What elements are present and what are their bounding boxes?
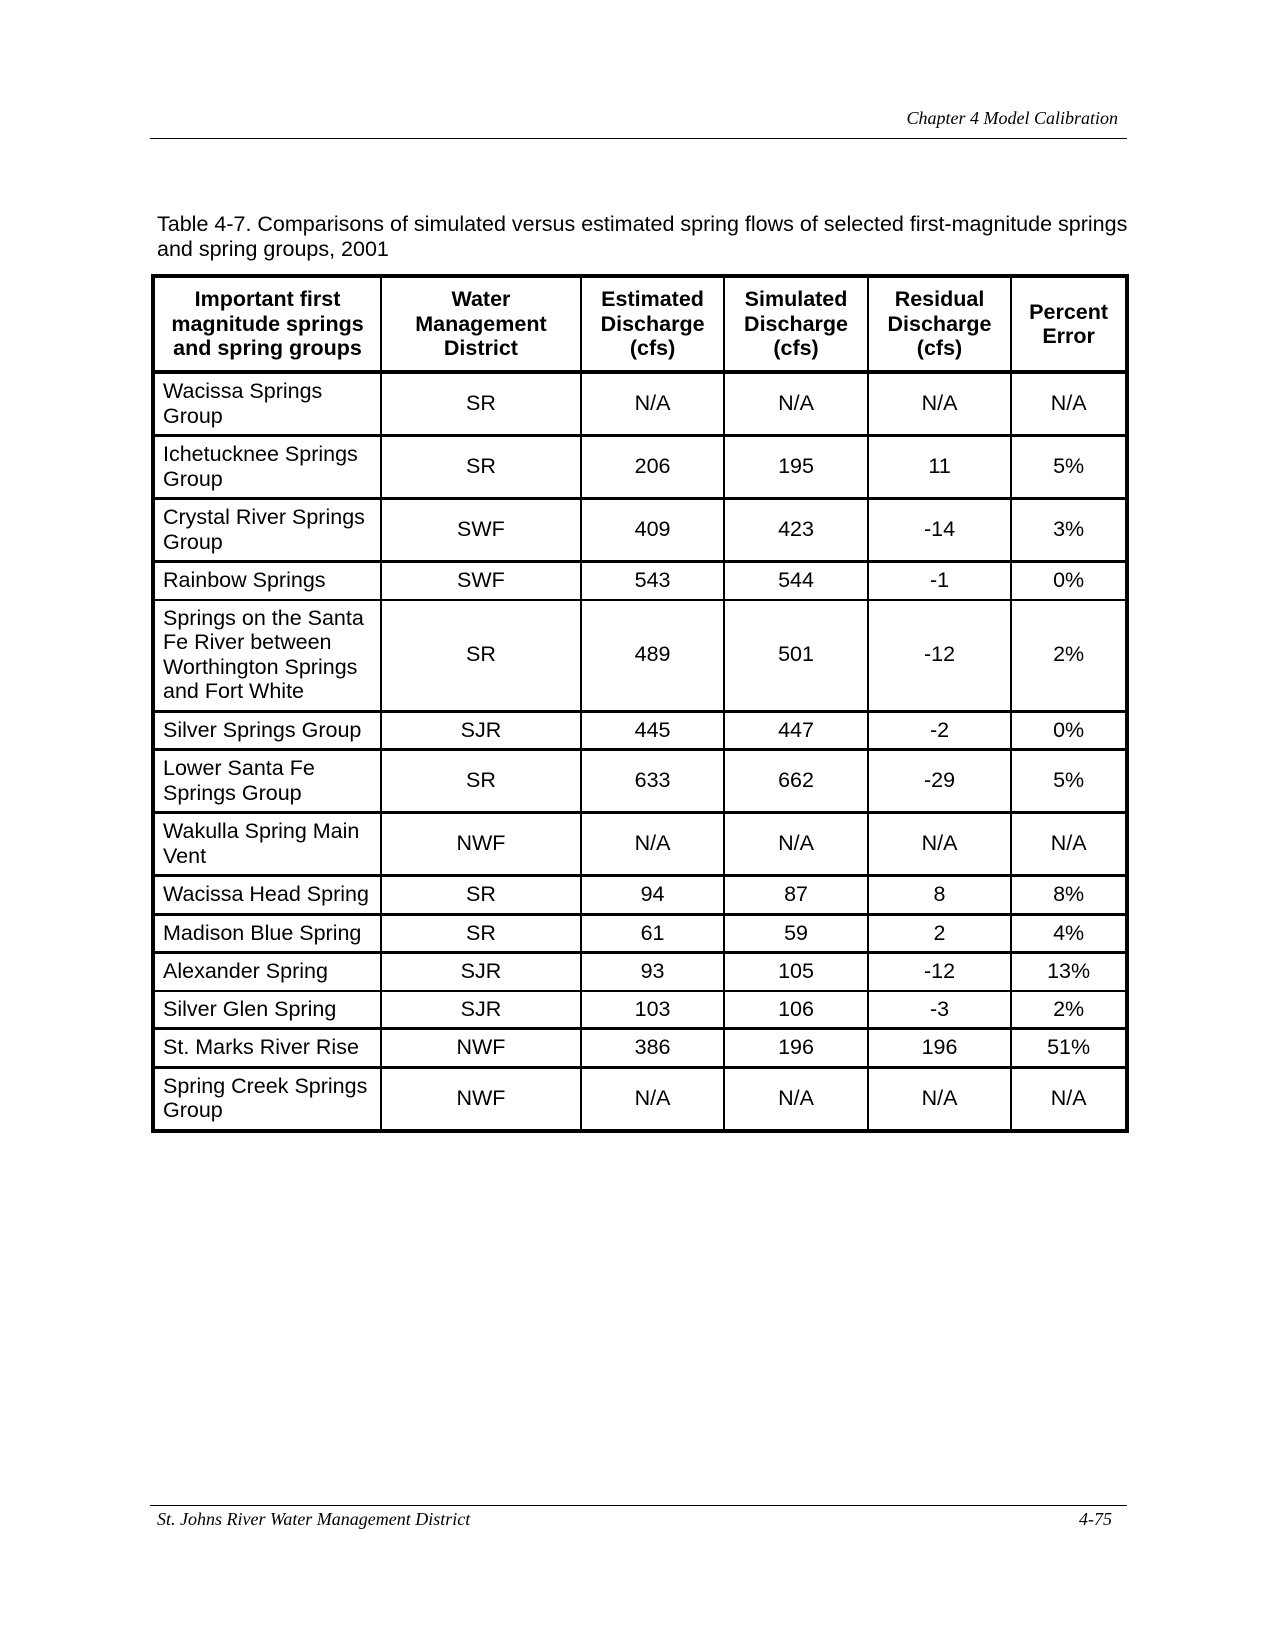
cell-residual: -29 bbox=[868, 750, 1011, 813]
cell-residual: 11 bbox=[868, 436, 1011, 499]
table-body bbox=[153, 372, 1127, 1131]
cell-estimated: N/A bbox=[581, 372, 724, 436]
cell-estimated: 386 bbox=[581, 1029, 724, 1068]
cell-estimated: 543 bbox=[581, 562, 724, 600]
cell-percent-error: 51% bbox=[1011, 1029, 1127, 1068]
table-caption: Table 4-7. Comparisons of simulated versus estimated spring flows of selected first-magnitude springs and spring groups, 2001 bbox=[157, 212, 1128, 261]
header-district: Water Management District bbox=[381, 276, 581, 372]
cell-residual: 196 bbox=[868, 1029, 1011, 1068]
header-rule bbox=[150, 138, 1127, 139]
header-simulated: Simulated Discharge (cfs) bbox=[724, 276, 867, 372]
cell-district: SWF bbox=[381, 562, 581, 600]
cell-district: SJR bbox=[381, 953, 581, 991]
cell-spring-name: Alexander Spring bbox=[153, 953, 381, 991]
table-row bbox=[153, 562, 1127, 600]
cell-district: SR bbox=[381, 914, 581, 953]
cell-district: SJR bbox=[381, 991, 581, 1029]
cell-spring-name: St. Marks River Rise bbox=[153, 1029, 381, 1068]
cell-estimated: 409 bbox=[581, 499, 724, 562]
cell-percent-error: 3% bbox=[1011, 499, 1127, 562]
cell-estimated: N/A bbox=[581, 1067, 724, 1131]
cell-residual: -1 bbox=[868, 562, 1011, 600]
cell-residual: -14 bbox=[868, 499, 1011, 562]
cell-residual: N/A bbox=[868, 372, 1011, 436]
cell-spring-name: Wakulla Spring Main Vent bbox=[153, 813, 381, 876]
page-number: 4-75 bbox=[1079, 1509, 1112, 1529]
cell-estimated: N/A bbox=[581, 813, 724, 876]
table-row bbox=[153, 1029, 1127, 1068]
cell-estimated: 206 bbox=[581, 436, 724, 499]
cell-percent-error: 4% bbox=[1011, 914, 1127, 953]
cell-spring-name: Wacissa Springs Group bbox=[153, 372, 381, 436]
cell-spring-name: Ichetucknee Springs Group bbox=[153, 436, 381, 499]
cell-estimated: 61 bbox=[581, 914, 724, 953]
cell-percent-error: 2% bbox=[1011, 991, 1127, 1029]
cell-district: SJR bbox=[381, 711, 581, 750]
cell-percent-error: 5% bbox=[1011, 436, 1127, 499]
cell-estimated: 445 bbox=[581, 711, 724, 750]
cell-district: SR bbox=[381, 372, 581, 436]
cell-residual: N/A bbox=[868, 813, 1011, 876]
cell-district: SWF bbox=[381, 499, 581, 562]
table-row bbox=[153, 813, 1127, 876]
cell-residual: -12 bbox=[868, 600, 1011, 712]
running-header: Chapter 4 Model Calibration bbox=[906, 108, 1118, 128]
footer-organization: St. Johns River Water Management District bbox=[157, 1509, 471, 1529]
cell-simulated: 105 bbox=[724, 953, 867, 991]
cell-residual: 8 bbox=[868, 876, 1011, 915]
table-row bbox=[153, 750, 1127, 813]
cell-estimated: 94 bbox=[581, 876, 724, 915]
table-row bbox=[153, 914, 1127, 953]
cell-district: SR bbox=[381, 750, 581, 813]
cell-spring-name: Rainbow Springs bbox=[153, 562, 381, 600]
cell-estimated: 633 bbox=[581, 750, 724, 813]
cell-percent-error: 0% bbox=[1011, 711, 1127, 750]
cell-simulated: N/A bbox=[724, 372, 867, 436]
cell-residual: N/A bbox=[868, 1067, 1011, 1131]
cell-simulated: N/A bbox=[724, 813, 867, 876]
spring-flows-table bbox=[151, 274, 1129, 1133]
cell-percent-error: 8% bbox=[1011, 876, 1127, 915]
cell-simulated: 447 bbox=[724, 711, 867, 750]
table-row bbox=[153, 600, 1127, 712]
table-row bbox=[153, 876, 1127, 915]
cell-percent-error: N/A bbox=[1011, 372, 1127, 436]
cell-district: SR bbox=[381, 600, 581, 712]
cell-district: NWF bbox=[381, 1029, 581, 1068]
table-row bbox=[153, 372, 1127, 436]
cell-residual: -2 bbox=[868, 711, 1011, 750]
cell-simulated: 59 bbox=[724, 914, 867, 953]
cell-simulated: 196 bbox=[724, 1029, 867, 1068]
cell-simulated: 544 bbox=[724, 562, 867, 600]
table-row bbox=[153, 1067, 1127, 1131]
table-row bbox=[153, 436, 1127, 499]
cell-simulated: 87 bbox=[724, 876, 867, 915]
cell-percent-error: 5% bbox=[1011, 750, 1127, 813]
table-row bbox=[153, 499, 1127, 562]
cell-district: SR bbox=[381, 436, 581, 499]
cell-residual: -12 bbox=[868, 953, 1011, 991]
cell-percent-error: 2% bbox=[1011, 600, 1127, 712]
table-header-row bbox=[153, 276, 1127, 372]
cell-simulated: 195 bbox=[724, 436, 867, 499]
cell-percent-error: 13% bbox=[1011, 953, 1127, 991]
cell-estimated: 103 bbox=[581, 991, 724, 1029]
header-estimated: Estimated Discharge (cfs) bbox=[581, 276, 724, 372]
cell-percent-error: N/A bbox=[1011, 813, 1127, 876]
cell-simulated: 106 bbox=[724, 991, 867, 1029]
cell-simulated: N/A bbox=[724, 1067, 867, 1131]
header-spring-name: Important first magnitude springs and spring groups bbox=[153, 276, 381, 372]
cell-spring-name: Crystal River Springs Group bbox=[153, 499, 381, 562]
cell-percent-error: 0% bbox=[1011, 562, 1127, 600]
cell-estimated: 489 bbox=[581, 600, 724, 712]
cell-simulated: 423 bbox=[724, 499, 867, 562]
footer-rule bbox=[150, 1505, 1127, 1506]
cell-spring-name: Springs on the Santa Fe River between Worthington Springs and Fort White bbox=[153, 600, 381, 712]
cell-spring-name: Wacissa Head Spring bbox=[153, 876, 381, 915]
header-residual: Residual Discharge (cfs) bbox=[868, 276, 1011, 372]
cell-spring-name: Silver Glen Spring bbox=[153, 991, 381, 1029]
cell-simulated: 501 bbox=[724, 600, 867, 712]
cell-estimated: 93 bbox=[581, 953, 724, 991]
table-row bbox=[153, 991, 1127, 1029]
cell-district: NWF bbox=[381, 813, 581, 876]
cell-simulated: 662 bbox=[724, 750, 867, 813]
cell-residual: 2 bbox=[868, 914, 1011, 953]
cell-spring-name: Lower Santa Fe Springs Group bbox=[153, 750, 381, 813]
cell-percent-error: N/A bbox=[1011, 1067, 1127, 1131]
cell-district: SR bbox=[381, 876, 581, 915]
header-percent-error: Percent Error bbox=[1011, 276, 1127, 372]
cell-spring-name: Spring Creek Springs Group bbox=[153, 1067, 381, 1131]
cell-district: NWF bbox=[381, 1067, 581, 1131]
cell-spring-name: Madison Blue Spring bbox=[153, 914, 381, 953]
cell-residual: -3 bbox=[868, 991, 1011, 1029]
table-row bbox=[153, 953, 1127, 991]
cell-spring-name: Silver Springs Group bbox=[153, 711, 381, 750]
table-row bbox=[153, 711, 1127, 750]
